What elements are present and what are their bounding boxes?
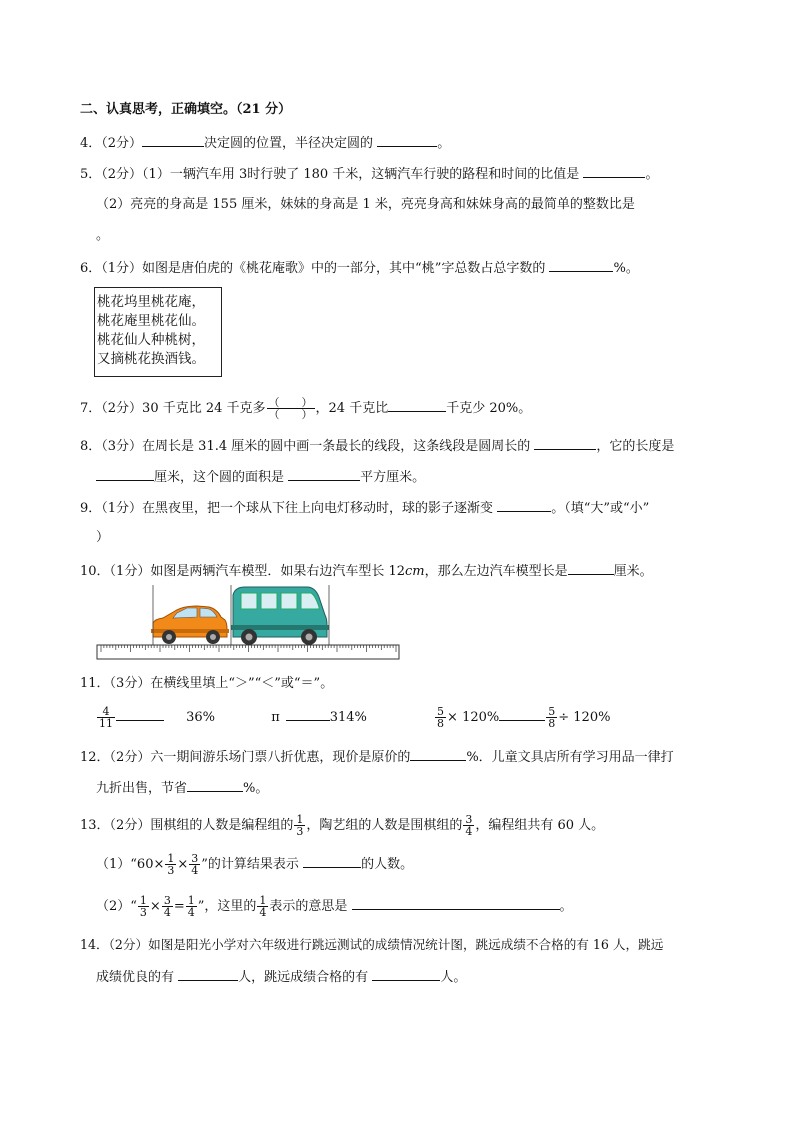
numerator: 1: [296, 813, 304, 826]
numerator: 3: [191, 852, 199, 865]
q9-text-2: 。（填“大”或“小”: [551, 501, 650, 516]
q5-end: 。: [645, 167, 659, 182]
numerator: 3: [163, 894, 171, 907]
q7-numerator[interactable]: （ ）: [268, 396, 313, 409]
q11-fraction-3: [546, 706, 557, 729]
q5-text: 5．（2分）（1）一辆汽车用 3时行驶了 180 千米，这辆汽车行驶的路程和时间的比值是: [80, 167, 580, 182]
q9-text: 9．（1分）在黑夜里，把一个球从下往上向电灯移动时，球的影子逐渐变: [80, 501, 494, 516]
q13-s2-times: ×: [149, 899, 161, 914]
q14-text-2: 人，跳远成绩合格的有: [238, 970, 369, 985]
question-11-items: [96, 703, 610, 733]
poem-line: 桃花仙人种桃树，: [97, 332, 205, 348]
numerator: 1: [259, 894, 267, 907]
q7-text: 7．（2分）30 千克比 24 千克多: [80, 401, 266, 416]
question-12-line2: [96, 778, 268, 798]
q4-text: 决定圆的位置，半径决定圆的: [204, 136, 374, 151]
question-5-line2: （2）亮亮的身高是 155 厘米，妹妹的身高是 1 米，亮亮身高和妹妹身高的最简单的整数比是: [96, 197, 635, 212]
question-9-line1: [80, 498, 649, 518]
q10-blank[interactable]: [568, 561, 614, 575]
q6-blank[interactable]: [549, 258, 613, 272]
q13-blank-2[interactable]: [352, 896, 560, 910]
q13-s2-eq: =: [173, 899, 185, 914]
question-4: [80, 133, 450, 153]
q11-fraction-2: [435, 706, 446, 729]
denominator: 4: [187, 906, 195, 919]
ruler-icon: [97, 645, 399, 659]
poem-box: [94, 287, 222, 377]
q8-text-2: ，它的长度是: [596, 439, 675, 454]
question-14-line1: 14．（2分）如图是阳光小学对六年级进行跳远测试的成绩情况统计图，跳远成绩不合格的有 16 人，跳远: [80, 937, 664, 952]
q8-blank-1[interactable]: [534, 436, 596, 450]
question-14-line2: [96, 967, 466, 987]
q13-s2-frac-1: [138, 895, 149, 918]
q13-s2-end: 。: [559, 899, 573, 914]
q13-s1-text-2: ”的计算结果表示: [201, 857, 299, 872]
q7-text-3: 千克少 20%。: [446, 401, 532, 416]
q13-s2-frac-3: [186, 895, 197, 918]
q5-blank-1[interactable]: [583, 164, 645, 178]
q13-s1-frac-1: [165, 853, 176, 876]
q13-s2-frac-2: [162, 895, 173, 918]
q10-end: 厘米。: [613, 564, 653, 579]
question-12-line1: [80, 747, 674, 767]
q13-fraction-a: [294, 814, 305, 837]
question-13: [80, 812, 604, 840]
question-8-line1: [80, 436, 674, 456]
denominator: 8: [548, 717, 556, 730]
q11-pi: π: [271, 710, 280, 725]
q8-text-3: 厘米，这个圆的面积是: [154, 470, 285, 485]
poem-line: 又摘桃花换酒钱。: [97, 351, 205, 367]
q13-s1-frac-2: [189, 853, 200, 876]
q13-text-2: ，陶艺组的人数是围棋组的: [306, 818, 463, 833]
q11-value-1: 36%: [186, 710, 216, 725]
numerator: 5: [548, 705, 556, 718]
q10-unit: cm: [405, 564, 425, 579]
question-8-line2: [96, 467, 425, 487]
q12-text: 12．（2分）六一期间游乐场门票八折优惠，现价是原价的: [80, 750, 411, 765]
q10-text: 10．（1分）如图是两辆汽车模型．如果右边汽车型长 12: [80, 564, 405, 579]
q6-end: %。: [613, 261, 639, 276]
q13-s1-text: （1）“60×: [96, 857, 165, 872]
q8-text-4: 平方厘米。: [360, 470, 426, 485]
q12-text-2: %．儿童文具店所有学习用品一律打: [466, 750, 674, 765]
denominator: 11: [99, 717, 113, 730]
denominator: 8: [437, 717, 445, 730]
q6-text: 6．（1分）如图是唐伯虎的《桃花庵歌》中的一部分，其中“桃”字总数占总字数的: [80, 261, 546, 276]
q13-s1-text-3: 的人数。: [361, 857, 414, 872]
q4-blank-1[interactable]: [142, 133, 204, 147]
van-icon: [231, 587, 329, 645]
q13-s2-frac-4: [257, 895, 268, 918]
denominator: 3: [139, 906, 147, 919]
q11-blank-1[interactable]: [116, 707, 164, 721]
q11-op-1: × 120%: [447, 710, 500, 725]
poem-line: 桃花坞里桃花庵，: [97, 294, 205, 310]
q13-blank-1[interactable]: [303, 854, 361, 868]
q11-op-2: ÷ 120%: [558, 710, 611, 725]
q12-text-3: 九折出售，节省: [96, 781, 188, 796]
car-models-figure: [93, 585, 403, 661]
q4-blank-2[interactable]: [377, 133, 437, 147]
q7-denominator[interactable]: （ ）: [268, 408, 313, 421]
q8-blank-3[interactable]: [288, 467, 360, 481]
numerator: 3: [465, 813, 473, 826]
q13-s2-text: （2）“: [96, 899, 137, 914]
question-11: 11．（3分）在横线里填上“＞”“＜”或“＝”。: [80, 676, 334, 691]
q4-end: 。: [437, 136, 451, 151]
q13-fraction-b: [463, 814, 474, 837]
q12-blank-2[interactable]: [187, 778, 243, 792]
denominator: 4: [259, 906, 267, 919]
numerator: 4: [102, 705, 110, 718]
q7-text-2: ，24 千克比: [315, 401, 389, 416]
q13-text: 13．（2分）围棋组的人数是编程组的: [80, 818, 294, 833]
question-5-line3: 。: [96, 228, 110, 243]
denominator: 4: [465, 825, 473, 838]
q13-s2-text-2: ”，这里的: [197, 899, 257, 914]
numerator: 1: [187, 894, 195, 907]
question-9-line2: ）: [96, 530, 110, 545]
q11-value-2: 314%: [329, 710, 367, 725]
q14-blank-2[interactable]: [372, 967, 440, 981]
q11-blank-3[interactable]: [499, 707, 545, 721]
q8-text: 8．（3分）在周长是 31.4 厘米的圆中画一条最长的线段，这条线段是圆周长的: [80, 439, 531, 454]
question-10: [80, 561, 653, 581]
q14-text-3: 人。: [440, 970, 467, 985]
q13-s1-times: ×: [177, 857, 189, 872]
denominator: 3: [296, 825, 304, 838]
section-title: 二、认真思考，正确填空。（21 分）: [80, 102, 292, 117]
q7-blank[interactable]: [388, 398, 446, 412]
denominator: 3: [167, 864, 175, 877]
denominator: 4: [163, 906, 171, 919]
question-13-sub2: [96, 893, 573, 921]
q11-fraction-1: [97, 706, 115, 729]
question-6: [80, 258, 639, 278]
q8-blank-2[interactable]: [96, 467, 154, 481]
poem-line: 桃花庵里桃花仙。: [97, 313, 205, 329]
q10-text-2: ，那么左边汽车模型长是: [424, 564, 568, 579]
question-5-line1: [80, 164, 658, 184]
numerator: 1: [167, 852, 175, 865]
q14-text: 成绩优良的有: [96, 970, 175, 985]
q13-s2-text-3: 表示的意思是: [269, 899, 348, 914]
q13-text-3: ，编程组共有 60 人。: [475, 818, 605, 833]
q14-blank-1[interactable]: [178, 967, 238, 981]
question-13-sub1: [96, 851, 413, 879]
question-7: [80, 397, 531, 420]
q9-blank[interactable]: [497, 498, 551, 512]
numerator: 1: [139, 894, 147, 907]
q7-fraction[interactable]: [267, 397, 315, 420]
q4-prefix: 4．（2分）: [80, 136, 143, 151]
q12-text-4: %。: [243, 781, 269, 796]
denominator: 4: [191, 864, 199, 877]
q11-blank-2[interactable]: [286, 707, 330, 721]
q12-blank-1[interactable]: [410, 747, 466, 761]
numerator: 5: [437, 705, 445, 718]
